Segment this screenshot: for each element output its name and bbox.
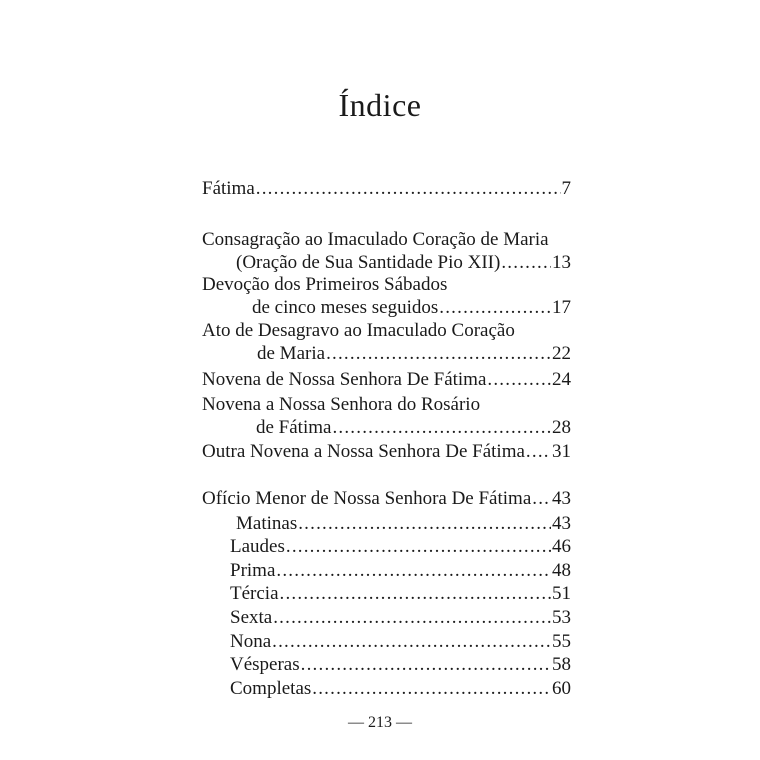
toc-entry bbox=[230, 653, 571, 677]
toc-entry-title: Devoção dos Primeiros Sábados bbox=[202, 274, 448, 295]
toc-entry-title: Sexta bbox=[230, 607, 273, 628]
dot-leader bbox=[256, 177, 561, 201]
toc-entry-page: 31 bbox=[552, 441, 571, 462]
dot-leader bbox=[280, 582, 551, 606]
dot-leader bbox=[272, 630, 551, 654]
toc-entry-title: Laudes bbox=[230, 536, 285, 557]
toc-entry bbox=[252, 296, 571, 320]
toc-entry bbox=[202, 228, 571, 252]
toc-entry-page: 46 bbox=[552, 536, 571, 557]
toc-entry bbox=[202, 177, 571, 201]
toc-entry bbox=[230, 606, 571, 630]
toc-entry-title: de cinco meses seguidos bbox=[252, 297, 439, 318]
toc-entry-page: 7 bbox=[561, 178, 571, 199]
toc-entry bbox=[256, 416, 571, 440]
toc-entry bbox=[202, 487, 571, 511]
dot-leader bbox=[276, 559, 551, 583]
toc-entry-page: 51 bbox=[552, 583, 571, 604]
toc-entry-page: 58 bbox=[552, 654, 571, 675]
toc-entry-title: Outra Novena a Nossa Senhora De Fátima bbox=[202, 441, 525, 462]
dot-leader bbox=[532, 487, 551, 511]
dot-leader bbox=[298, 512, 551, 536]
toc-entry bbox=[230, 559, 571, 583]
dot-leader bbox=[526, 440, 551, 464]
dot-leader bbox=[332, 416, 551, 440]
toc-entry-page: 55 bbox=[552, 631, 571, 652]
toc-entry-page: 22 bbox=[552, 343, 571, 364]
toc-entry-page: 13 bbox=[552, 252, 571, 273]
toc-entry-title: Nona bbox=[230, 631, 272, 652]
dot-leader bbox=[286, 535, 551, 559]
toc-entry-page: 43 bbox=[552, 513, 571, 534]
toc-entry-page: 48 bbox=[552, 560, 571, 581]
toc-entry-title: (Oração de Sua Santidade Pio XII) bbox=[236, 252, 501, 273]
toc-entry-title: Matinas bbox=[236, 513, 298, 534]
toc-entry-title: Fátima bbox=[202, 178, 255, 199]
toc-entry-title: Tércia bbox=[230, 583, 279, 604]
toc-entry bbox=[236, 512, 571, 536]
toc-entry bbox=[202, 273, 571, 297]
toc-entry bbox=[230, 582, 571, 606]
toc-entry-title: Consagração ao Imaculado Coração de Maria bbox=[202, 229, 549, 250]
toc-entry-title: Prima bbox=[230, 560, 276, 581]
toc-entry-title: Vésperas bbox=[230, 654, 300, 675]
dot-leader bbox=[301, 653, 551, 677]
toc-entry-page: 24 bbox=[552, 369, 571, 390]
dot-leader bbox=[326, 342, 551, 366]
toc-entry-title: Completas bbox=[230, 678, 312, 699]
toc-entry bbox=[202, 319, 571, 343]
toc-entry-title: Ofício Menor de Nossa Senhora De Fátima bbox=[202, 488, 532, 509]
toc-entry-title: Novena a Nossa Senhora do Rosário bbox=[202, 394, 481, 415]
toc-entry-title: Ato de Desagravo ao Imaculado Coração bbox=[202, 320, 515, 341]
toc-entry bbox=[236, 251, 571, 275]
toc-entry bbox=[230, 677, 571, 701]
dot-leader bbox=[487, 368, 551, 392]
dot-leader bbox=[312, 677, 551, 701]
toc-entry bbox=[257, 342, 571, 366]
toc-entry-title: Novena de Nossa Senhora De Fátima bbox=[202, 369, 487, 390]
dot-leader bbox=[273, 606, 551, 630]
toc-entry bbox=[202, 440, 571, 464]
toc-entry-title: de Maria bbox=[257, 343, 326, 364]
toc-entry-page: 28 bbox=[552, 417, 571, 438]
toc-entry-page: 53 bbox=[552, 607, 571, 628]
toc-entry-title: de Fátima bbox=[256, 417, 332, 438]
toc-entry bbox=[202, 368, 571, 392]
page-title: Índice bbox=[338, 87, 422, 123]
page-number: — 213 — bbox=[348, 714, 412, 731]
toc-entry-page: 60 bbox=[552, 678, 571, 699]
dot-leader bbox=[439, 296, 551, 320]
toc-entry bbox=[230, 535, 571, 559]
toc-entry-page: 43 bbox=[552, 488, 571, 509]
toc-entry bbox=[230, 630, 571, 654]
toc-entry bbox=[202, 393, 571, 417]
dot-leader bbox=[501, 251, 551, 275]
toc-entry-page: 17 bbox=[552, 297, 571, 318]
